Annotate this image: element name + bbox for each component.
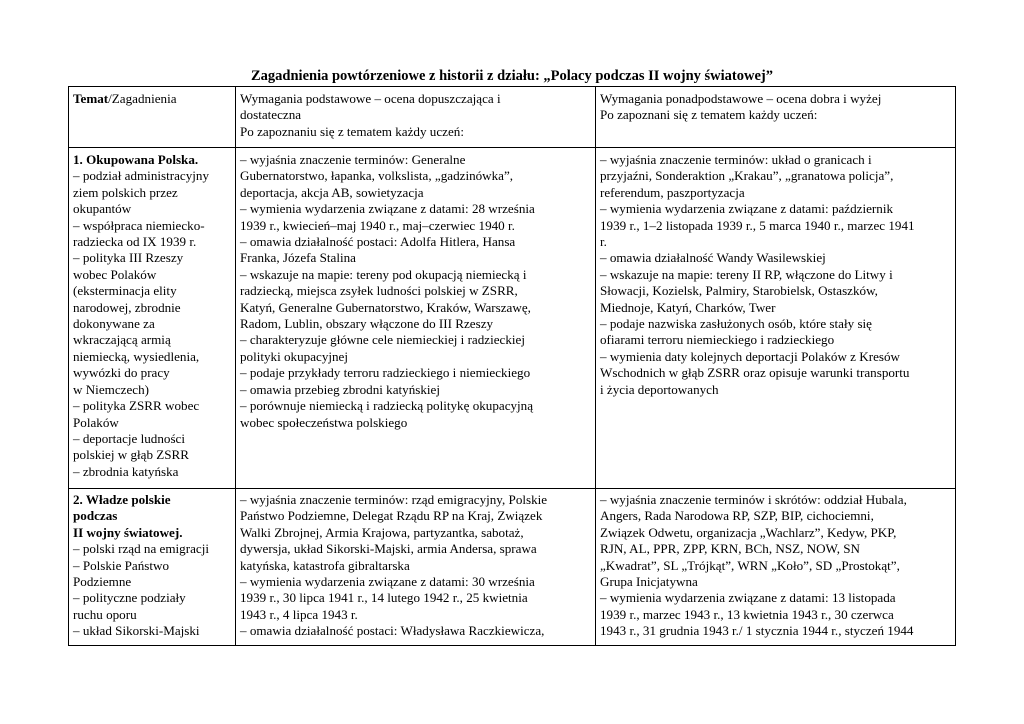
topic-items-line: – deportacje ludności xyxy=(73,430,185,446)
advanced-line: 1939 r., marzec 1943 r., 13 kwietnia 1943 r., 30 czerwca xyxy=(600,606,894,622)
topic-items-line: Polaków xyxy=(73,414,119,430)
basic-line: – omawia działalność postaci: Adolfa Hitlera, Hansa xyxy=(240,234,516,250)
basic-line: Państwo Podziemne, Delegat Rządu RP na Kraj, Związek xyxy=(240,508,543,524)
basic-line: – omawia działalność postaci: Władysława Raczkiewicza, xyxy=(240,623,545,639)
advanced-line: r. xyxy=(600,234,607,250)
basic-line: – wymienia wydarzenia związane z datami: 28 września xyxy=(240,201,535,217)
table-header-row xyxy=(69,87,956,148)
topic-items-line: Podziemne xyxy=(73,574,132,590)
advanced-line: Słowacji, Kozielsk, Palmiry, Starobielsk, Ostaszków, xyxy=(600,283,878,299)
advanced-line: i życia deportowanych xyxy=(600,381,719,397)
basic-line: Katyń, Generalne Gubernatorstwo, Kraków, Warszawę, xyxy=(240,299,531,315)
header-basic-line: dostateczna xyxy=(240,107,302,123)
header-advanced-line: Po zapoznani się z tematem każdy uczeń: xyxy=(600,107,818,123)
basic-requirements-cell xyxy=(236,489,596,646)
topic-items-line: – zbrodnia katyńska xyxy=(73,463,179,479)
advanced-requirements-cell xyxy=(596,148,956,489)
topic-items-line: – Polskie Państwo xyxy=(73,557,170,573)
basic-line: 1939 r., kwiecień–maj 1940 r., maj–czerwiec 1940 r. xyxy=(240,217,515,233)
header-advanced-line: Wymagania ponadpodstawowe – ocena dobra i wyżej xyxy=(600,91,882,106)
basic-line: Franka, Józefa Stalina xyxy=(240,250,356,266)
advanced-line: Angers, Rada Narodowa RP, SZP, BIP, cichociemni, xyxy=(600,508,874,524)
basic-line: Walki Zbrojnej, Armia Krajowa, partyzantka, sabotaż, xyxy=(240,524,524,540)
basic-line: radziecką, miejsca zsyłek ludności polskiej w ZSRR, xyxy=(240,283,518,299)
topic-items-line: (eksterminacja elity xyxy=(73,283,177,299)
topic-cell xyxy=(69,148,236,489)
topic-items-line: – podział administracyjny xyxy=(73,168,209,184)
topic-title-line: podczas xyxy=(73,508,118,524)
topic-items-line: wywózki do pracy xyxy=(73,365,170,381)
basic-line: deportacja, akcja AB, sowietyzacja xyxy=(240,184,424,200)
advanced-line: – wskazuje na mapie: tereny II RP, włączone do Litwy i xyxy=(600,266,893,282)
advanced-line: ofiarami terroru niemieckiego i radzieckiego xyxy=(600,332,835,348)
topic-items-line: – polski rząd na emigracji xyxy=(73,541,209,557)
basic-line: 1939 r., 30 lipca 1941 r., 14 lutego 1942 r., 25 kwietnia xyxy=(240,590,528,606)
topic-cell xyxy=(69,489,236,646)
basic-line: polityki okupacyjnej xyxy=(240,348,349,364)
header-basic-cell xyxy=(236,87,596,148)
topic-title-line: 2. Władze polskie xyxy=(73,492,171,507)
advanced-line: RJN, AL, PPR, ZPP, KRN, BCh, NSZ, NOW, SN xyxy=(600,541,861,557)
topic-items-line: wkraczającą armią xyxy=(73,332,171,348)
advanced-line: „Kwadrat”, SL „Trójkąt”, WRN „Koło”, SD „Prostokąt”, xyxy=(600,557,900,573)
topic-items-line: narodowej, zbrodnie xyxy=(73,299,181,315)
basic-line: – podaje przykłady terroru radzieckiego i niemieckiego xyxy=(240,365,531,381)
advanced-line: przyjaźni, Sonderaktion „Krakau”, „granatowa policja”, xyxy=(600,168,894,184)
basic-line: – omawia przebieg zbrodni katyńskiej xyxy=(240,381,440,397)
requirements-table xyxy=(68,86,956,646)
basic-requirements-cell xyxy=(236,148,596,489)
basic-line: – porównuje niemiecką i radziecką politykę okupacyjną xyxy=(240,398,534,414)
advanced-line: Miednoje, Katyń, Charków, Twer xyxy=(600,299,776,315)
basic-line: – charakteryzuje główne cele niemieckiej i radzieckiej xyxy=(240,332,526,348)
advanced-line: – wymienia wydarzenia związane z datami: październik xyxy=(600,201,894,217)
basic-line: dywersja, układ Sikorski-Majski, armia Andersa, sprawa xyxy=(240,541,537,557)
advanced-line: referendum, paszportyzacja xyxy=(600,184,745,200)
topic-items-line: dokonywane za xyxy=(73,316,155,332)
advanced-line: – podaje nazwiska zasłużonych osób, które stały się xyxy=(600,316,872,332)
topic-items-line: radziecka od IX 1939 r. xyxy=(73,234,197,250)
header-topic-label: Temat xyxy=(73,91,109,106)
topic-title-line: 1. Okupowana Polska. xyxy=(73,152,199,167)
topic-items-line: – polityka ZSRR wobec xyxy=(73,398,200,414)
topic-items-line: ruchu oporu xyxy=(73,606,137,622)
topic-title-line: II wojny światowej. xyxy=(73,524,183,540)
basic-line: – wskazuje na mapie: tereny pod okupacją niemiecką i xyxy=(240,266,527,282)
advanced-line: 1943 r., 31 grudnia 1943 r./ 1 stycznia 1944 r., styczeń 1944 xyxy=(600,623,914,639)
header-topic-cell xyxy=(69,87,236,148)
advanced-line: – omawia działalność Wandy Wasilewskiej xyxy=(600,250,826,266)
advanced-line: 1939 r., 1–2 listopada 1939 r., 5 marca 1940 r., marzec 1941 xyxy=(600,217,915,233)
advanced-requirements-cell xyxy=(596,489,956,646)
basic-line: 1943 r., 4 lipca 1943 r. xyxy=(240,606,358,622)
basic-line: katyńska, katastrofa gibraltarska xyxy=(240,557,410,573)
topic-items-line: – współpraca niemiecko- xyxy=(73,217,205,233)
topic-items-line: polskiej w głąb ZSRR xyxy=(73,447,190,463)
topic-items-line: niemiecką, wysiedlenia, xyxy=(73,348,200,364)
basic-line: Radom, Lublin, obszary włączone do III Rzeszy xyxy=(240,316,494,332)
topic-items-line: – polityka III Rzeszy xyxy=(73,250,184,266)
basic-line: – wymienia wydarzenia związane z datami: 30 września xyxy=(240,574,535,590)
basic-line: Gubernatorstwo, łapanka, volkslista, „gadzinówka”, xyxy=(240,168,514,184)
topic-items-line: wobec Polaków xyxy=(73,266,157,282)
topic-items-line: okupantów xyxy=(73,201,132,217)
advanced-line: – wyjaśnia znaczenie terminów i skrótów: oddział Hubala, xyxy=(600,492,907,507)
table-row xyxy=(69,148,956,489)
basic-line: wobec społeczeństwa polskiego xyxy=(240,414,408,430)
header-basic-line: Po zapoznaniu się z tematem każdy uczeń: xyxy=(240,123,464,139)
advanced-line: Wschodnich w głąb ZSRR oraz opisuje warunki transportu xyxy=(600,365,910,381)
basic-line: – wyjaśnia znaczenie terminów: Generalne xyxy=(240,152,466,167)
topic-items-line: – układ Sikorski-Majski xyxy=(73,623,200,639)
topic-items-line: ziem polskich przez xyxy=(73,184,178,200)
header-topic-suffix: /Zagadnienia xyxy=(108,91,177,106)
advanced-line: – wymienia daty kolejnych deportacji Polaków z Kresów xyxy=(600,348,900,364)
page-title: Zagadnienia powtórzeniowe z historii z działu: „Polacy podczas II wojny światowej” xyxy=(251,68,773,84)
topic-items-line: – polityczne podziały xyxy=(73,590,186,606)
topic-items-line: w Niemczech) xyxy=(73,381,149,397)
advanced-line: Związek Odwetu, organizacja „Wachlarz”, Kedyw, PKP, xyxy=(600,524,897,540)
advanced-line: – wymienia wydarzenia związane z datami: 13 listopada xyxy=(600,590,896,606)
header-advanced-cell xyxy=(596,87,956,148)
advanced-line: Grupa Inicjatywna xyxy=(600,574,698,590)
header-basic-line: Wymagania podstawowe – ocena dopuszczająca i xyxy=(240,91,501,106)
basic-line: – wyjaśnia znaczenie terminów: rząd emigracyjny, Polskie xyxy=(240,492,548,507)
table-row xyxy=(69,489,956,646)
advanced-line: – wyjaśnia znaczenie terminów: układ o granicach i xyxy=(600,152,872,167)
